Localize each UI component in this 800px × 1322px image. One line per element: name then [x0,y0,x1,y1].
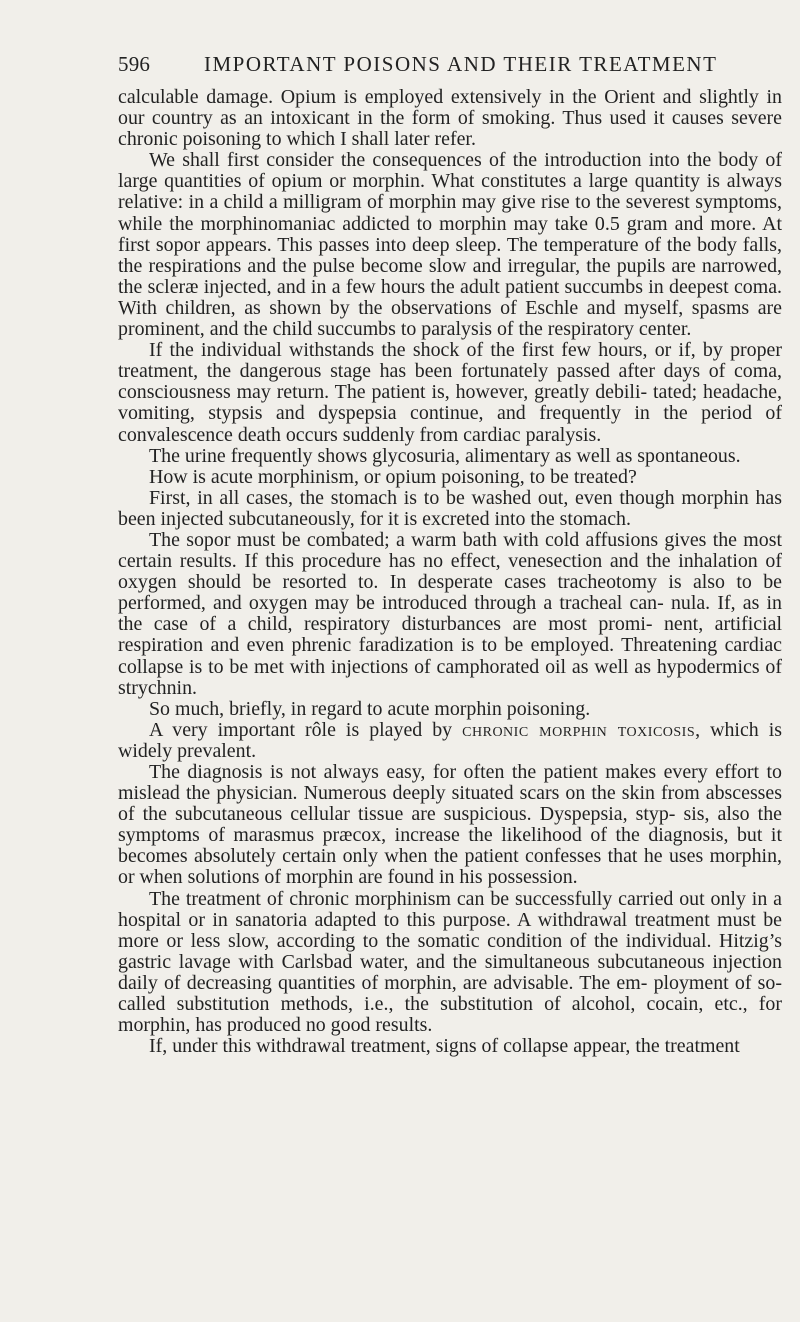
paragraph-diagnosis: The diagnosis is not always easy, for often the patient makes every effort to mislead the physician. Numerous deeply situated scars on the skin from abscesses of the subcutaneous cellular tissue are suspicious. Dyspepsia, styp- sis, also the symptoms of marasmus præcox, increase the likelihood of the diagnosis, but it becomes absolutely certain only when the patient confesses that he uses morphin, or when solutions of morphin are found in his possession. [118,761,782,889]
paragraph-treatment-question: How is acute morphinism, or opium poisoning, to be treated? [149,465,637,488]
paragraph-recovery: If the individual withstands the shock of the first few hours, or if, by proper treatment, the dangerous stage has been fortunately passed after days of coma, consciousness may return. The patient is, however, greatly debili- tated; headache, vomiting, stypsis and dyspepsia continue, and frequently in the period of convalescence death occurs suddenly from cardiac paralysis. [118,339,782,446]
chronic-morphin-toxicosis-term: chronic morphin toxicosis [462,718,696,741]
page-number: 596 [118,52,151,76]
paragraph-collapse: If, under this withdrawal treatment, signs of collapse appear, the treatment [149,1035,740,1058]
paragraph-chronic-intro [118,720,782,762]
paragraph-opium-intro: calculable damage. Opium is employed extensively in the Orient and slightly in our country as an intoxicant in the form of smoking. Thus used it causes severe chronic poisoning to which I shall later refer. [118,86,782,151]
paragraph-large-quantities: We shall first consider the consequences of the introduction into the body of large quantities of opium or morphin. What constitutes a large quantity is always relative: in a child a milligram of morphin may give rise to the severest symptoms, while the morphinomaniac addicted to morphin may take 0.5 gram and more. At first sopor appears. This passes into deep sleep. The temperature of the body falls, the respirations and the pulse become slow and irregular, the pupils are narrowed, the scleræ injected, and in a few hours the adult patient succumbs in deepest coma. With children, as shown by the observations of Eschle and myself, spasms are prominent, and the child succumbs to paralysis of the respiratory center. [118,149,782,341]
paragraph-stomach-washing: First, in all cases, the stomach is to be washed out, even though morphin has been injected subcutaneously, for it is excreted into the stomach. [118,486,782,530]
chronic-intro-before: A very important rôle is played by [149,718,463,741]
paragraph-summary: So much, briefly, in regard to acute morphin poisoning. [149,697,591,720]
paragraph-glycosuria: The urine frequently shows glycosuria, alimentary as well as spontaneous. [149,444,741,467]
paragraph-chronic-treatment: The treatment of chronic morphinism can be successfully carried out only in a hospital or in sanatoria adapted to this purpose. A withdrawal treatment must be more or less slow, according to the somatic condition of the individual. Hitzig’s gastric lavage with Carlsbad water, and the simultaneous subcutaneous injection daily of decreasing quantities of morphin, are advisable. The em- ployment of so-called substitution methods, i.e., the substitution of alcohol, cocain, etc., for morphin, has produced no good results. [118,887,782,1037]
running-header [118,52,762,76]
chronic-intro-after: , which is widely prevalent. [118,718,783,762]
running-title: IMPORTANT POISONS AND THEIR TREATMENT [204,52,718,76]
body-text [118,87,782,1057]
paragraph-sopor-treatment: The sopor must be combated; a warm bath with cold affusions gives the most certain results. If this procedure has no effect, venesection and the inhalation of oxygen should be resorted to. In desperate cases tracheotomy is also to be performed, and oxygen may be introduced through a tracheal can- nula. If, as in the case of a child, respiratory disturbances are most promi- nent, artificial respiration and even phrenic faradization is to be employed. Threatening cardiac collapse is to be met with injections of camphorated oil as well as hypodermics of strychnin. [118,528,782,699]
